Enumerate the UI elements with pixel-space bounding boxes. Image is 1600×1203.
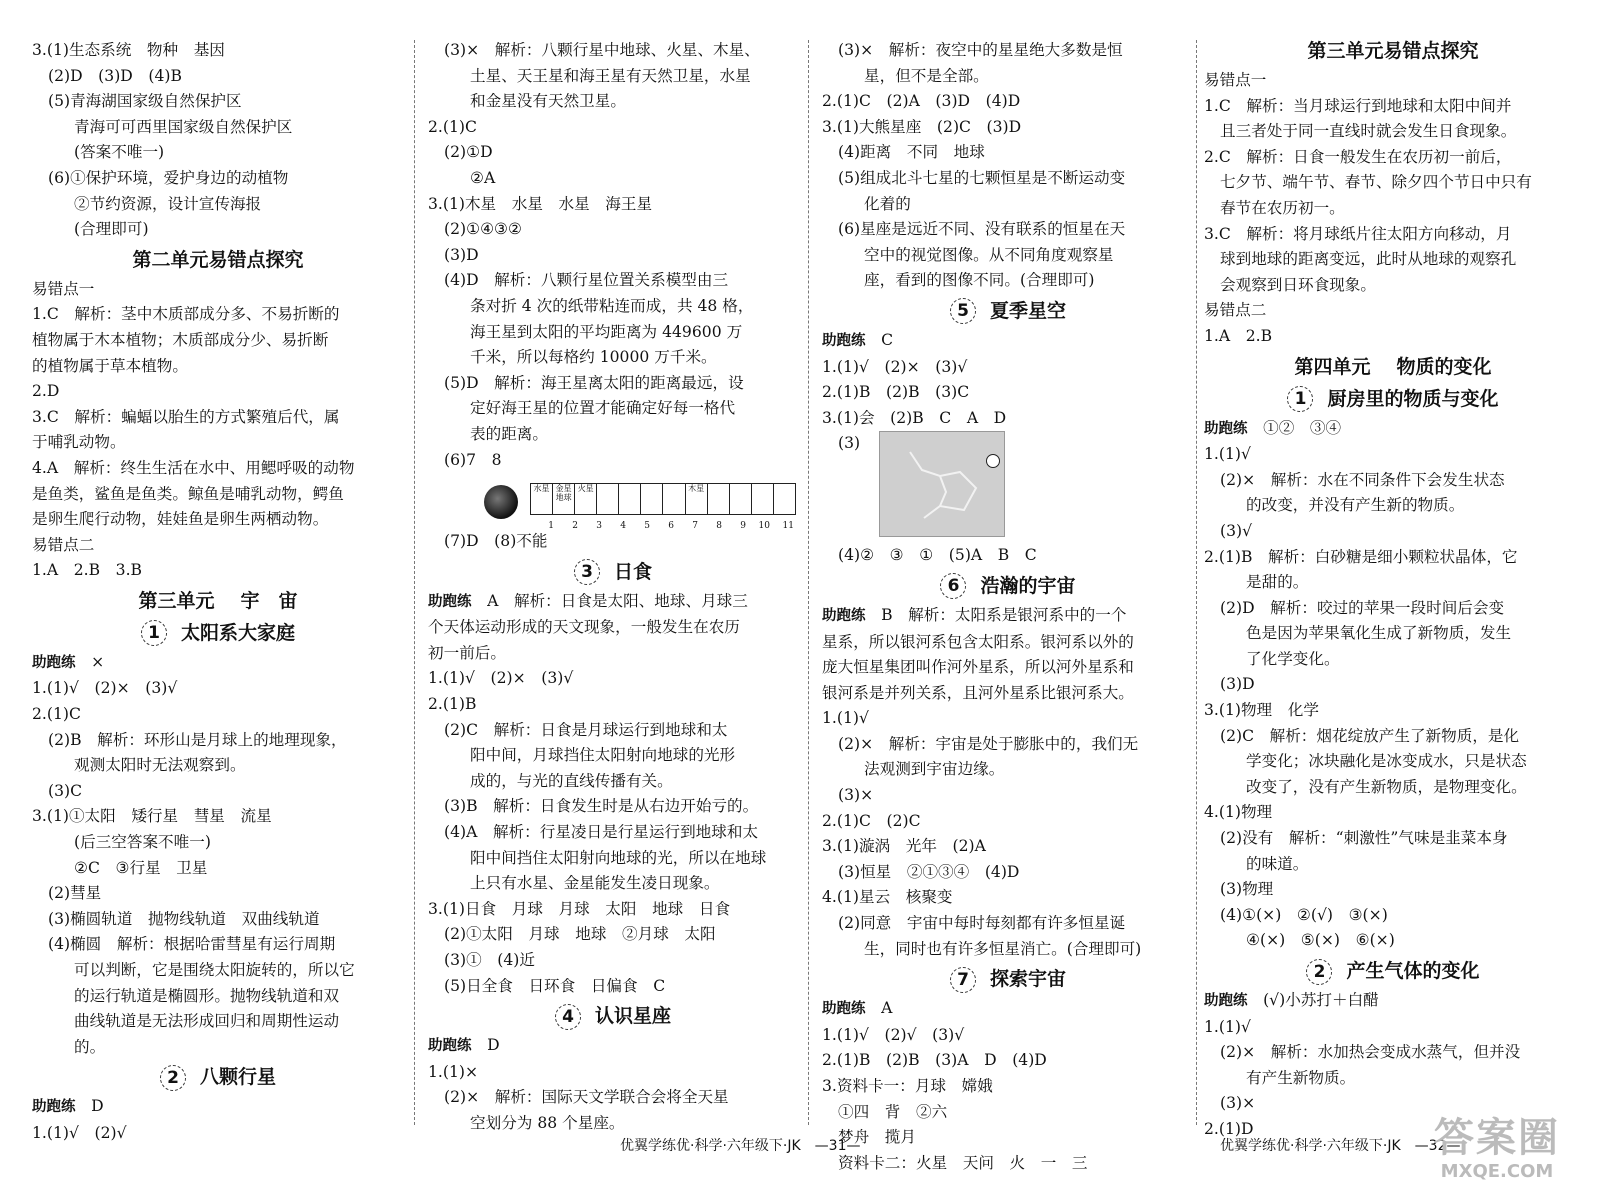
lesson-number: 7	[950, 967, 976, 993]
unit2-errors-heading: 第二单元易错点探究	[132, 248, 304, 271]
column-2	[428, 38, 798, 1137]
answer-line: 个天体运动形成的天文现象，一般发生在农历	[428, 618, 740, 637]
constellation-image	[879, 431, 1005, 537]
answer-line: 1.(1)√ (2)√	[32, 1123, 127, 1142]
answer-line: 1.A 2.B 3.B	[32, 561, 143, 580]
strip-cell	[708, 484, 730, 514]
answer-line: 千米，所以每格约 10000 万千米。	[470, 348, 717, 367]
answer-line: 成的，与光的直线传播有关。	[470, 771, 673, 790]
answer-line: (3)C	[48, 781, 83, 800]
answer-line: 曲线轨道是无法形成回归和周期性运动	[74, 1012, 340, 1031]
warmup-tag: 助跑练	[428, 1038, 472, 1055]
answer-line: 七夕节、端午节、春节、除夕四个节日中只有	[1220, 173, 1532, 192]
answer-line: 的味道。	[1246, 854, 1309, 873]
strip-tick: 4	[620, 521, 626, 532]
answer-line: 易错点一	[32, 279, 95, 298]
answer-line: 2.(1)C (2)A (3)D (4)D	[822, 92, 1021, 111]
answer-line: 上只有水星、金星能发生凌日现象。	[470, 874, 720, 893]
answer-line: 和金星没有天然卫星。	[470, 92, 626, 111]
answer-line: (2)同意 宇宙中每时每刻都有许多恒星诞	[838, 914, 1126, 933]
warmup-tag: 助跑练	[32, 654, 76, 671]
answer-line: 了化学变化。	[1246, 649, 1340, 668]
answer-line: (2)C 解析：日食是月球运行到地球和太	[444, 720, 728, 739]
strip-tick: 11	[782, 521, 794, 532]
answer-line: 3.C 解析：蝙蝠以胎生的方式繁殖后代，属	[32, 407, 340, 426]
planet-strip-diagram	[444, 479, 798, 532]
lesson-number: 5	[950, 298, 976, 324]
column-3	[822, 38, 1194, 1176]
answer-line: (6)星座是远近不同、没有联系的恒星在天	[838, 220, 1126, 239]
warmup-line: 助跑练 (√)小苏打＋白醋	[1204, 991, 1379, 1009]
strip-cell	[619, 484, 641, 514]
answer-line: 是鱼类，鲨鱼是鱼类。鲸鱼是哺乳动物，鳄鱼	[32, 484, 344, 503]
answer-line: (后三空答案不唯一)	[74, 833, 211, 852]
strip-tick: 3	[596, 521, 602, 532]
strip-cell	[641, 484, 663, 514]
strip-tick: 2	[572, 521, 578, 532]
answer-line: (3)√	[1220, 521, 1253, 540]
answer-line: 2.(1)C	[32, 705, 81, 724]
warmup-line: 助跑练 B 解析：太阳系是银河系中的一个	[822, 605, 1127, 624]
column-divider	[414, 40, 415, 1125]
answer-line: (2)D 解析：咬过的苹果一段时间后会变	[1220, 598, 1505, 617]
strip-tick: 8	[716, 521, 722, 532]
answer-line: 3.(1)大熊星座 (2)C (3)D	[822, 117, 1022, 136]
answer-line: (6)①保护环境，爱护身边的动植物	[48, 168, 289, 187]
answer-line: 4.(1)物理	[1204, 803, 1273, 822]
answer-line: (3)恒星 ②①③④ (4)D	[838, 862, 1020, 881]
lesson-title: 浩瀚的宇宙	[980, 574, 1076, 597]
strip-cell	[663, 484, 685, 514]
answer-line: 1.(1)√	[1204, 445, 1251, 464]
lesson-heading	[32, 618, 404, 648]
answer-line: 3.(1)木星 水星 水星 海王星	[428, 194, 653, 213]
answer-line: 星系，所以银河系包含太阳系。银河系以外的	[822, 632, 1134, 651]
warmup-tag: 助跑练	[822, 607, 866, 624]
answer-line: 化着的	[864, 194, 911, 213]
answer-line: ②C ③行星 卫星	[74, 858, 208, 877]
answer-line: 资料卡二：火星 天问 火 一 三	[838, 1153, 1088, 1172]
answer-line: 2.(1)B (2)B (3)C	[822, 383, 970, 402]
answer-line: 1.C 解析：茎中木质部成分多、不易折断的	[32, 305, 340, 324]
answer-line: 易错点二	[32, 535, 95, 554]
lesson-title: 探索宇宙	[989, 968, 1066, 991]
answer-line: 1.(1)√ (2)× (3)√	[428, 669, 574, 688]
lesson-title: 认识星座	[594, 1005, 671, 1028]
answer-line: 1.(1)√	[822, 709, 869, 728]
answer-line: ②A	[470, 168, 496, 187]
unit-title: 宇 宙	[240, 589, 298, 612]
answer-line: 是甜的。	[1246, 573, 1309, 592]
warmup-line: 助跑练 D	[428, 1036, 500, 1055]
answer-line: (3)×	[1220, 1094, 1256, 1113]
answer-line: ④(×) ⑤(×) ⑥(×)	[1246, 931, 1395, 950]
answer-line: (4)椭圆 解析：根据哈雷彗星有运行周期	[48, 935, 336, 954]
answer-line: (2)D (3)D (4)B	[48, 66, 182, 85]
strip-cell	[730, 484, 752, 514]
watermark-logo	[1412, 1115, 1582, 1197]
answer-line: 4.(1)星云 核聚变	[822, 888, 953, 907]
answer-line: (5)组成北斗七星的七颗恒星是不断运动变	[838, 168, 1126, 187]
answer-line: 青海可可西里国家级自然保护区	[74, 117, 293, 136]
answer-line: (合理即可)	[74, 220, 149, 239]
answer-line: (2)× 解析：水在不同条件下会发生状态	[1220, 470, 1505, 489]
answer-line: (2)彗星	[48, 884, 102, 903]
answer-line: 3.(1)漩涡 光年 (2)A	[822, 837, 986, 856]
answer-line: (5)D 解析：海王星离太阳的距离最远，设	[444, 373, 744, 392]
answer-line: 3.(1)会 (2)B C A D	[822, 408, 1007, 427]
lesson-number: 2	[1306, 959, 1332, 985]
answer-line: 春节在农历初一。	[1220, 198, 1345, 217]
answer-line: 易错点一	[1204, 71, 1267, 89]
answer-line: 生，同时也有许多恒星消亡。(合理即可)	[864, 939, 1142, 958]
answer-line: 初一前后。	[428, 643, 506, 662]
answer-line: 有产生新物质。	[1246, 1068, 1356, 1087]
strip-ticks	[530, 514, 794, 540]
answer-line: 银河系是并列关系，且河外星系比银河系大。	[822, 683, 1134, 702]
warmup-tag: 助跑练	[822, 332, 866, 349]
answer-line: 观测太阳时无法观察到。	[74, 756, 246, 775]
column-4	[1204, 38, 1582, 1143]
answer-line: ①四 背 ②六	[838, 1102, 948, 1121]
answer-line: 海王星到太阳的平均距离为 449600 万	[470, 322, 743, 341]
answer-line: 2.(1)B (2)B (3)A D (4)D	[822, 1051, 1047, 1070]
answer-line: (2)× 解析：国际天文学联合会将全天星	[444, 1088, 729, 1107]
lesson-number: 3	[574, 559, 600, 585]
answer-line: (2)①④③②	[444, 220, 523, 239]
strip-cell: 火星	[575, 484, 597, 514]
answer-line: 1.(1)×	[428, 1062, 479, 1081]
answer-line: 阳中间挡住太阳射向地球的光，所以在地球	[470, 848, 767, 867]
answer-line: 2.(1)D	[1204, 1119, 1254, 1138]
warmup-tag: 助跑练	[1204, 993, 1248, 1009]
lesson-title: 日食	[613, 560, 652, 583]
answer-line: 是卵生爬行动物，娃娃鱼是卵生两栖动物。	[32, 510, 329, 529]
answer-line: 4.A 解析：终生生活在水中、用鳃呼吸的动物	[32, 458, 355, 477]
answer-line: (2)C 解析：烟花绽放产生了新物质，是化	[1220, 726, 1520, 745]
answer-line: 易错点二	[1204, 301, 1267, 320]
strip-cell: 水星	[531, 484, 553, 514]
lesson-title: 八颗行星	[199, 1066, 276, 1089]
answer-line: 的改变，并没有产生新的物质。	[1246, 496, 1465, 515]
paper-strip	[530, 483, 796, 515]
answer-line: 2.(1)C	[428, 117, 477, 136]
answer-line: 法观测到宇宙边缘。	[864, 760, 1005, 779]
answer-line: (3)物理	[1220, 880, 1274, 899]
unit-label: 第三单元	[138, 589, 215, 612]
answer-line: 于哺乳动物。	[32, 433, 126, 452]
sun-image	[484, 485, 518, 519]
answer-line: (3)D	[1220, 675, 1255, 694]
answer-line: 1.C 解析：当月球运行到地球和太阳中间并	[1204, 96, 1512, 115]
strip-tick: 6	[668, 521, 674, 532]
answer-line: 3.C 解析：将月球纸片往太阳方向移动，月	[1204, 224, 1512, 243]
column-divider	[808, 40, 809, 1125]
answer-line: 且三者处于同一直线时就会发生日食现象。	[1220, 122, 1517, 141]
lesson-number: 1	[141, 620, 167, 646]
strip-tick: 1	[548, 521, 554, 532]
answer-line: 3.(1)日食 月球 月球 太阳 地球 日食	[428, 899, 731, 918]
answer-line: (2)× 解析：水加热会变成水蒸气，但并没	[1220, 1043, 1521, 1062]
lesson-title: 产生气体的变化	[1346, 960, 1480, 982]
unit4-heading	[1204, 352, 1582, 382]
answer-line: (4)A 解析：行星凌日是行星运行到地球和太	[444, 823, 759, 842]
footer-right: 优翼学练优·科学·六年级下·JK —32—	[1220, 1138, 1461, 1154]
answer-line: 2.(1)B 解析：白砂糖是细小颗粒状晶体，它	[1204, 547, 1518, 566]
answer-line: 定好海王星的位置才能确定好每一格代	[470, 399, 736, 418]
answer-line: 2.(1)C (2)C	[822, 811, 921, 830]
warmup-line: 助跑练 A 解析：日食是太阳、地球、月球三	[428, 591, 748, 610]
lesson-number: 1	[1287, 386, 1313, 412]
lesson-heading	[1204, 956, 1582, 986]
answer-line: (3)D	[444, 245, 479, 264]
watermark-text: 答案圈	[1434, 1115, 1560, 1161]
watermark-url: MXQE.COM	[1440, 1161, 1554, 1182]
answer-line: (4)距离 不同 地球	[838, 143, 985, 162]
answer-line: (2)× 解析：宇宙是处于膨胀中的，我们无	[838, 734, 1139, 753]
answer-line: 植物属于木本植物；木质部成分少、易折断	[32, 330, 329, 349]
answer-line: (2)①太阳 月球 地球 ②月球 太阳	[444, 925, 716, 944]
strip-tick: 9	[740, 521, 746, 532]
lesson-number: 2	[160, 1065, 186, 1091]
answer-line: (5)日全食 日环食 日偏食 C	[444, 976, 666, 995]
answer-line: 土星、天王星和海王星有天然卫星，水星	[470, 66, 751, 85]
answer-line: (3)椭圆轨道 抛物线轨道 双曲线轨道	[48, 909, 320, 928]
answer-line: (2)B 解析：环形山是月球上的地理现象，	[48, 730, 347, 749]
answer-line: (3)×	[838, 786, 874, 805]
strip-tick: 7	[692, 521, 698, 532]
warmup-line: 助跑练 ①② ③④	[1204, 418, 1342, 437]
warmup-line: 助跑练 ×	[32, 652, 105, 671]
answer-line: 学变化；冰块融化是冰变成水，只是状态	[1246, 752, 1527, 771]
answer-line: (3)× 解析：夜空中的星星绝大多数是恒	[838, 41, 1123, 59]
question-3-image-row	[822, 431, 1194, 543]
answer-line: (3)× 解析：八颗行星中地球、火星、木星、	[444, 41, 760, 59]
answer-line: 的。	[74, 1037, 106, 1056]
lesson-number: 6	[940, 573, 966, 599]
footer-left: 优翼学练优·科学·六年级下·JK —31—	[620, 1138, 861, 1154]
answer-line: (4)D 解析：八颗行星位置关系模型由三	[444, 271, 729, 290]
lesson-heading	[822, 571, 1194, 601]
answer-line: 2.C 解析：日食一般发生在农历初一前后，	[1204, 147, 1512, 166]
answer-line: 座，看到的图像不同。(合理即可)	[864, 271, 1095, 290]
lesson-title: 太阳系大家庭	[180, 621, 295, 644]
answer-line: 可以判断，它是围绕太阳旋转的，所以它	[74, 961, 355, 979]
question-label: (3)	[838, 434, 861, 453]
answer-line: 球到地球的距离变远，此时从地球的观察孔	[1220, 250, 1517, 269]
strip-cell	[774, 484, 795, 514]
constellation-lines	[880, 432, 1004, 536]
lesson-number: 4	[555, 1004, 581, 1030]
answer-line: 星，但不是全部。	[864, 66, 989, 85]
answer-line: 改变了，没有产生新物质，是物理变化。	[1246, 777, 1527, 796]
lesson-heading	[822, 296, 1194, 326]
lesson-heading	[822, 964, 1194, 994]
strip-tick: 10	[758, 521, 770, 532]
lesson-heading	[428, 557, 798, 587]
lesson-heading	[32, 1062, 404, 1092]
answer-line: 2.(1)B	[428, 695, 477, 714]
strip-tick: 5	[644, 521, 650, 532]
answer-line: 1.(1)√ (2)× (3)√	[822, 357, 968, 376]
answer-line: ②节约资源，设计宣传海报	[74, 194, 262, 213]
answer-line: (4)② ③ ① (5)A B C	[838, 546, 1037, 565]
answer-line: 1.A 2.B	[1204, 326, 1273, 345]
warmup-line: 助跑练 C	[822, 330, 894, 349]
answer-line: (4)①(×) ②(√) ③(×)	[1220, 905, 1388, 924]
answer-line: 的运行轨道是椭圆形。抛物线轨道和双	[74, 986, 340, 1005]
answer-line: (7)D (8)不能	[444, 532, 548, 551]
warmup-line: 助跑练 A	[822, 999, 893, 1018]
answer-line: 1.(1)√ (2)× (3)√	[32, 679, 178, 698]
unit-label: 第四单元	[1294, 355, 1371, 378]
answer-line: 庞大恒星集团叫作河外星系，所以河外星系和	[822, 658, 1134, 677]
answer-line: 3.(1)生态系统 物种 基因	[32, 41, 225, 59]
answer-line: (6)7 8	[444, 450, 502, 469]
answer-line: 阳中间，月球挡住太阳射向地球的光形	[470, 746, 736, 765]
strip-cell: 金星 地球	[553, 484, 575, 514]
warmup-tag: 助跑练	[822, 1001, 866, 1018]
answer-line: (答案不唯一)	[74, 143, 165, 162]
answer-line: 条对折 4 次的纸带粘连而成，共 48 格，	[470, 296, 754, 315]
unit-title: 物质的变化	[1396, 355, 1492, 378]
answer-line: 2.D	[32, 382, 60, 401]
answer-line: 1.(1)√	[1204, 1017, 1251, 1036]
warmup-tag: 助跑练	[32, 1099, 76, 1116]
answer-line: (3)① (4)近	[444, 951, 535, 969]
warmup-tag: 助跑练	[1204, 420, 1248, 437]
column-1	[32, 38, 404, 1147]
lesson-heading	[428, 1001, 798, 1031]
answer-line: 色是因为苹果氧化生成了新物质，发生	[1246, 624, 1512, 643]
lesson-title: 夏季星空	[989, 299, 1066, 322]
lesson-title: 厨房里的物质与变化	[1327, 387, 1499, 410]
column-divider	[1196, 40, 1197, 1125]
strip-cell: 木星	[686, 484, 708, 514]
warmup-line: 助跑练 D	[32, 1097, 104, 1116]
answer-line: 会观察到日环食现象。	[1220, 275, 1376, 294]
answer-line: (2)没有 解析：“刺激性”气味是韭菜本身	[1220, 829, 1508, 848]
answer-line: 1.(1)√ (2)√ (3)√	[822, 1025, 965, 1044]
answer-line: (5)青海湖国家级自然保护区	[48, 92, 242, 111]
answer-line: (2)①D	[444, 143, 493, 162]
answer-line: (3)B 解析：日食发生时是从右边开始亏的。	[444, 797, 759, 816]
answer-line: 3.(1)物理 化学	[1204, 701, 1319, 720]
answer-line: 空中的视觉图像。从不同角度观察星	[864, 245, 1114, 264]
answer-line: 表的距离。	[470, 424, 548, 443]
strip-cell	[752, 484, 774, 514]
answer-line: 的植物属于草本植物。	[32, 356, 188, 375]
unit3-heading	[32, 586, 404, 616]
lesson-heading	[1204, 384, 1582, 414]
unit3-errors-heading: 第三单元易错点探究	[1307, 40, 1479, 62]
warmup-tag: 助跑练	[428, 593, 472, 610]
answer-line: 3.资料卡一：月球 嫦娥	[822, 1077, 993, 1095]
strip-cell	[597, 484, 619, 514]
answer-line: 3.(1)①太阳 矮行星 彗星 流星	[32, 807, 272, 826]
answer-line: 空划分为 88 个星座。	[470, 1113, 625, 1132]
answer-line: 梦舟 揽月	[838, 1128, 916, 1147]
